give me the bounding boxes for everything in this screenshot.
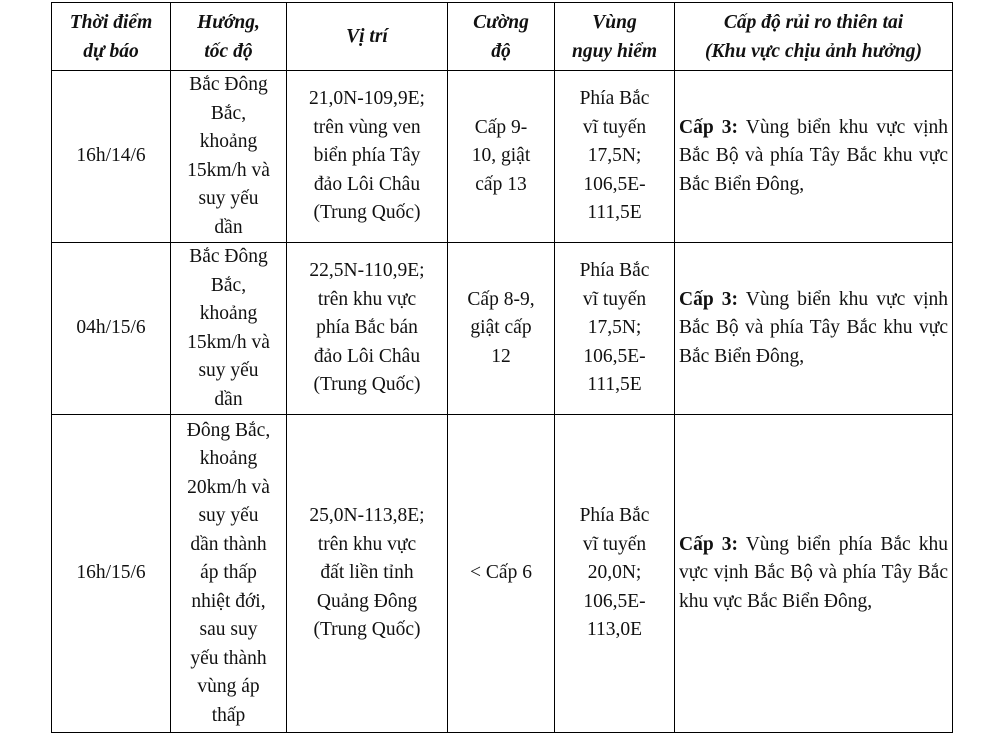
cell-danger-zone: Phía Bắc vĩ tuyến 17,5N; 106,5E- 111,5E [555,71,675,243]
cell-direction: Bắc Đông Bắc, khoảng 15km/h và suy yếu dần [171,243,287,415]
cell-risk-level [675,243,953,415]
risk-level-label: Cấp 3: [679,288,739,310]
cell-time: 04h/15/6 [52,243,171,415]
cell-intensity: Cấp 8-9, giật cấp 12 [448,243,555,415]
cell-position: 25,0N-113,8E; trên khu vực đất liền tỉnh Quảng Đông (Trung Quốc) [287,415,448,733]
header-time: Thời điểm dự báo [52,3,171,71]
header-row [52,3,953,71]
risk-level-label: Cấp 3: [679,116,739,138]
cell-risk-level [675,71,953,243]
forecast-table [51,2,953,733]
cell-intensity: Cấp 9- 10, giật cấp 13 [448,71,555,243]
cell-time: 16h/15/6 [52,415,171,733]
table-row [52,243,953,415]
cell-direction: Bắc Đông Bắc, khoảng 15km/h và suy yếu dần [171,71,287,243]
cell-position: 22,5N-110,9E; trên khu vực phía Bắc bán đảo Lôi Châu (Trung Quốc) [287,243,448,415]
cell-intensity: < Cấp 6 [448,415,555,733]
table-row [52,415,953,733]
cell-time: 16h/14/6 [52,71,171,243]
cell-danger-zone: Phía Bắc vĩ tuyến 20,0N; 106,5E- 113,0E [555,415,675,733]
header-direction: Hướng, tốc độ [171,3,287,71]
risk-level-text: Vùng biển khu vực vịnh Bắc Bộ và phía Tây Bắc khu vực Bắc Biển Đông, [679,288,948,367]
header-risk-level: Cấp độ rủi ro thiên tai (Khu vực chịu ảnh hưởng) [675,3,953,71]
risk-level-text: Vùng biển phía Bắc khu vực vịnh Bắc Bộ và phía Tây Bắc khu vực Bắc Biển Đông, [679,533,948,612]
cell-position: 21,0N-109,9E; trên vùng ven biển phía Tây đảo Lôi Châu (Trung Quốc) [287,71,448,243]
risk-level-label: Cấp 3: [679,533,738,555]
cell-direction: Đông Bắc, khoảng 20km/h và suy yếu dần thành áp thấp nhiệt đới, sau suy yếu thành vùng áp thấp [171,415,287,733]
header-danger-zone: Vùng nguy hiểm [555,3,675,71]
risk-level-text: Vùng biển khu vực vịnh Bắc Bộ và phía Tây Bắc khu vực Bắc Biển Đông, [679,116,948,195]
header-intensity: Cường độ [448,3,555,71]
cell-danger-zone: Phía Bắc vĩ tuyến 17,5N; 106,5E- 111,5E [555,243,675,415]
table-row [52,71,953,243]
cell-risk-level [675,415,953,733]
header-position: Vị trí [287,3,448,71]
